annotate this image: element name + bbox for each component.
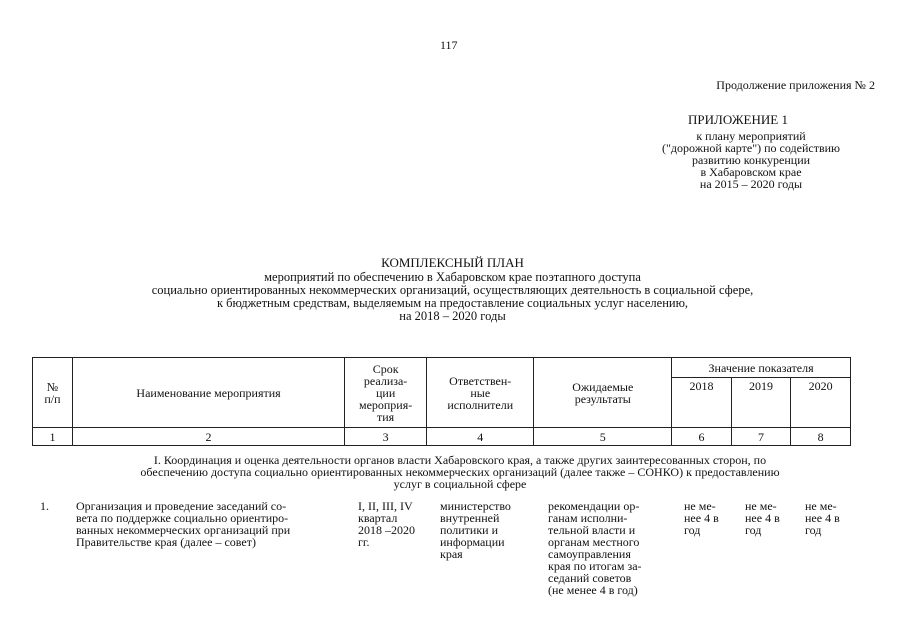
plan-subtitle-line: мероприятий по обеспечению в Хабаровском крае поэтапного доступа [264,270,641,284]
row-term-line: гг. [358,535,370,549]
row-name-line: Правительстве края (далее – совет) [76,535,256,549]
row-value-line: не ме- [805,499,837,513]
column-number: 6 [672,428,732,446]
row-results-line: рекомендации ор- [548,499,640,513]
row-responsible-line: края [440,547,463,561]
continuation-note: Продолжение приложения № 2 [716,78,875,92]
column-number: 7 [731,428,791,446]
appendix-line: ("дорожной карте") по содействию [662,141,840,155]
section-heading [60,454,860,490]
row-responsible-line: информации [440,535,505,549]
table-header-row [33,358,851,378]
row-name-line: вета по поддержке социально ориентиро- [76,511,289,525]
column-number: 8 [791,428,851,446]
header-term-line: реализа- [363,373,408,388]
header-num-line: п/п [44,391,61,406]
row-results-line: самоуправления [548,547,631,561]
row-name [76,500,348,548]
row-name-line: Организация и проведение заседаний со- [76,499,287,513]
row-value-2019 [745,500,795,536]
row-value-line: нее 4 в [805,511,840,525]
appendix-line: в Хабаровском крае [700,165,802,179]
header-responsible-line: Ответствен- [449,373,512,388]
row-value-line: не ме- [745,499,777,513]
header-num [33,358,73,428]
row-value-line: нее 4 в [684,511,719,525]
appendix-line: на 2015 – 2020 годы [699,177,803,191]
row-responsible-line: политики и [440,523,499,537]
row-results-line: (не менее 4 в год) [548,583,638,597]
table-column-numbers-row [33,428,851,446]
row-responsible [440,500,540,560]
header-results-line: результаты [574,391,631,406]
row-responsible-line: министерство [440,499,511,513]
appendix-line: развитию конкуренции [691,153,811,167]
plan-subtitle-line: к бюджетным средствам, выделяемым на предоставление социальных услуг населению, [216,296,689,310]
header-year-2019: 2019 [731,378,791,428]
header-results [534,358,672,428]
appendix-line: к плану мероприятий [696,129,806,143]
header-year-2018: 2018 [672,378,732,428]
plan-title: КОМПЛЕКСНЫЙ ПЛАН [381,255,524,270]
plan-subtitle [0,271,905,323]
page-number: 117 [440,38,458,52]
header-responsible-line: исполнители [447,397,514,412]
row-value-2020 [805,500,855,536]
header-num-line: № [46,379,59,394]
row-value-line: год [684,523,701,537]
row-value-line: не ме- [684,499,716,513]
row-results-line: тельной власти и [548,523,636,537]
header-term [345,358,427,428]
plan-subtitle-line: социально ориентированных некоммерческих организаций, осуществляющих деятельность в социальной сфере, [151,283,754,297]
header-year-2020: 2020 [791,378,851,428]
row-results-line: края по итогам за- [548,559,642,573]
column-number: 1 [33,428,73,446]
row-term-line: 2018 –2020 [358,523,415,537]
header-term-line: тия [377,409,395,424]
header-term-line: Срок [372,361,399,376]
row-results-line: седаний советов [548,571,632,585]
row-responsible-line: внутренней [440,511,500,525]
row-term [358,500,432,548]
header-term-line: мероприя- [358,397,413,412]
header-name: Наименование мероприятия [72,358,344,428]
section-heading-line: обеспечению доступа социально ориентированных некоммерческих организаций (далее также – СОНКО) к предоставлению [140,465,780,479]
plan-table [32,357,851,446]
row-term-line: квартал [358,511,398,525]
appendix-title: ПРИЛОЖЕНИЕ 1 [688,112,788,127]
header-term-line: ции [375,385,396,400]
section-heading-line: услуг в социальной сфере [393,477,527,491]
header-results-line: Ожидаемые [572,379,634,394]
row-results-line: ганам исполни- [548,511,628,525]
appendix-description [640,130,862,190]
row-value-line: год [805,523,822,537]
row-term-line: I, II, III, IV [358,499,413,513]
header-responsible-line: ные [470,385,491,400]
header-responsible [427,358,534,428]
row-value-line: нее 4 в [745,511,780,525]
header-indicator: Значение показателя [672,358,851,378]
column-number: 5 [534,428,672,446]
section-heading-line: I. Координация и оценка деятельности органов власти Хабаровского края, а также других заинтересованных сторон, по [153,453,767,467]
row-name-line: ванных некоммерческих организаций при [76,523,291,537]
row-results-line: органам местного [548,535,640,549]
row-number: 1. [40,499,49,513]
row-value-line: год [745,523,762,537]
column-number: 2 [72,428,344,446]
column-number: 4 [427,428,534,446]
row-results [548,500,672,596]
plan-subtitle-line: на 2018 – 2020 годы [399,309,506,323]
row-value-2018 [684,500,734,536]
column-number: 3 [345,428,427,446]
